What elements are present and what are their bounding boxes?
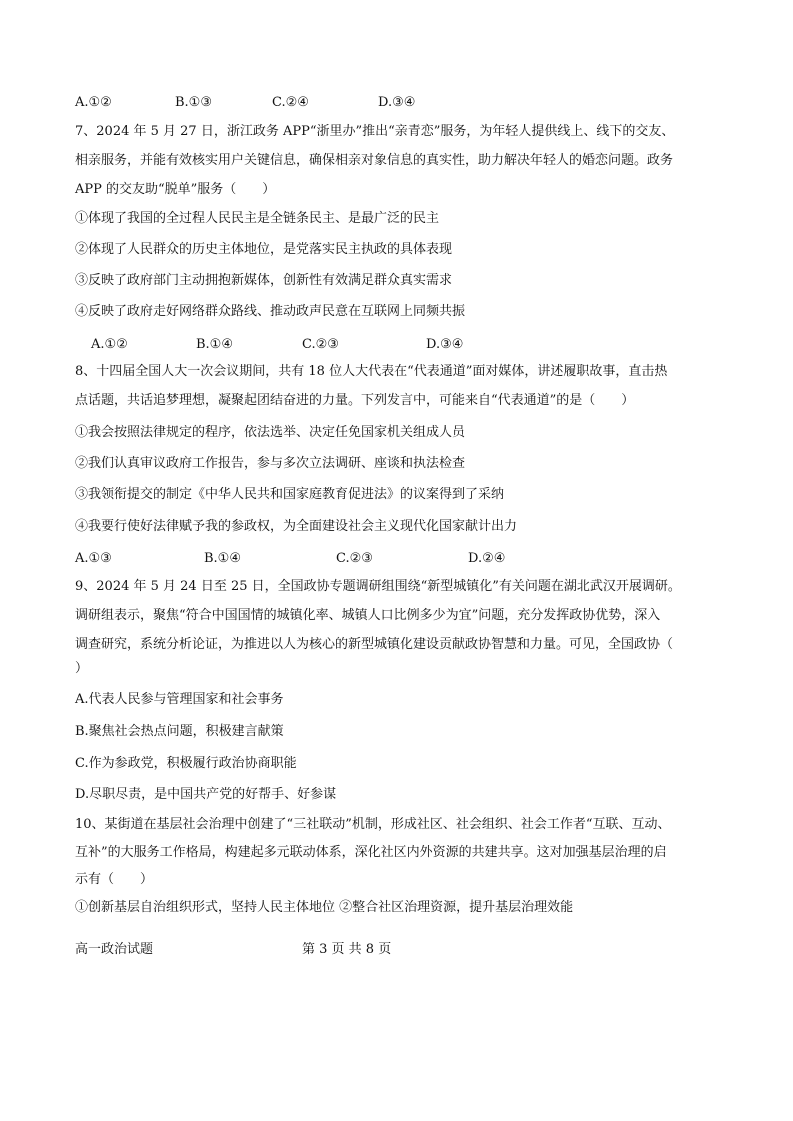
q8-option-b: B.①④ — [204, 551, 241, 566]
q8-stem-line-2: 点话题，共话追梦理想，凝聚起团结奋进的力量。下列发言中，可能来自“代表通道”的是（ ） — [75, 393, 635, 408]
q8-option-a: A.①③ — [75, 551, 112, 566]
q7-item-3: ③反映了政府部门主动拥抱新媒体，创新性有效满足群众真实需求 — [75, 273, 453, 288]
q8-option-d: D.②④ — [468, 551, 506, 566]
option-a: A.①② — [75, 95, 112, 110]
q8-stem-line-1: 8、十四届全国人大一次会议期间，共有 18 位人大代表在“代表通道”面对媒体，讲述履职故事，直击热 — [75, 364, 668, 379]
q7-option-a: A.①② — [91, 337, 128, 352]
q7-stem-line-1: 7、2024 年 5 月 27 日，浙江政务 APP“浙里办”推出“亲青恋”服务，为年轻人提供线上、线下的交友、 — [75, 124, 675, 139]
option-b: B.①③ — [175, 95, 212, 110]
option-c: C.②④ — [272, 95, 309, 110]
q10-stem-line-1: 10、某街道在基层社会治理中创建了“三社联动”机制，形成社区、社会组织、社会工作者“互联、互动、 — [75, 817, 671, 832]
q7-option-d: D.③④ — [426, 337, 464, 352]
q8-item-3: ③我领衔提交的制定《中华人民共和国家庭教育促进法》的议案得到了采纳 — [75, 487, 505, 502]
q9-stem-line-1: 9、2024 年 5 月 24 日至 25 日，全国政协专题调研组围绕“新型城镇化”有关问题在湖北武汉开展调研。 — [75, 579, 681, 594]
q7-item-2: ②体现了人民群众的历史主体地位，是党落实民主执政的具体表现 — [75, 242, 453, 257]
q10-stem-line-2: 互补”的大服务工作格局，构建起多元联动体系，深化社区内外资源的共建共享。这对加强基层治理的启 — [75, 845, 667, 860]
q9-stem-line-4: ） — [75, 661, 89, 676]
footer-page-number: 第 3 页 共 8 页 — [302, 942, 392, 957]
q8-item-1: ①我会按照法律规定的程序，依法选举、决定任免国家机关组成人员 — [75, 425, 466, 440]
q9-choice-c: C.作为参政党，积极履行政治协商职能 — [75, 756, 297, 771]
q9-choice-a: A.代表人民参与管理国家和社会事务 — [75, 692, 284, 707]
q10-stem-line-3: 示有（ ） — [75, 872, 154, 887]
option-d: D.③④ — [378, 95, 416, 110]
q10-item-1: ①创新基层自治组织形式，坚持人民主体地位 ②整合社区治理资源，提升基层治理效能 — [75, 900, 574, 915]
footer-exam-title: 高一政治试题 — [75, 942, 154, 957]
q7-item-4: ④反映了政府走好网络群众路线、推动政声民意在互联网上同频共振 — [75, 304, 466, 319]
q7-item-1: ①体现了我国的全过程人民民主是全链条民主、是最广泛的民主 — [75, 211, 440, 226]
q9-stem-line-2: 调研组表示，聚焦“符合中国国情的城镇化率、城镇人口比例多少为宜”问题，充分发挥政协优势，深入 — [75, 608, 661, 623]
q7-option-c: C.②③ — [302, 337, 339, 352]
q7-stem-line-2: 相亲服务，并能有效核实用户关键信息，确保相亲对象信息的真实性，助力解决年轻人的婚恋问题。政务 — [75, 153, 674, 168]
q9-stem-line-3: 调查研究，系统分析论证，为推进以人为核心的新型城镇化建设贡献政协智慧和力量。可见，全国政协（ — [75, 637, 674, 652]
q8-item-2: ②我们认真审议政府工作报告，参与多次立法调研、座谈和执法检查 — [75, 456, 466, 471]
q9-choice-d: D.尽职尽责，是中国共产党的好帮手、好参谋 — [75, 787, 337, 802]
q9-choice-b: B.聚焦社会热点问题，积极建言献策 — [75, 724, 284, 739]
q7-stem-line-3: APP 的交友助“脱单”服务（ ） — [75, 182, 276, 197]
q8-item-4: ④我要行使好法律赋予我的参政权，为全面建设社会主义现代化国家献计出力 — [75, 519, 518, 534]
q8-option-c: C.②③ — [336, 551, 373, 566]
q7-option-b: B.①④ — [196, 337, 233, 352]
